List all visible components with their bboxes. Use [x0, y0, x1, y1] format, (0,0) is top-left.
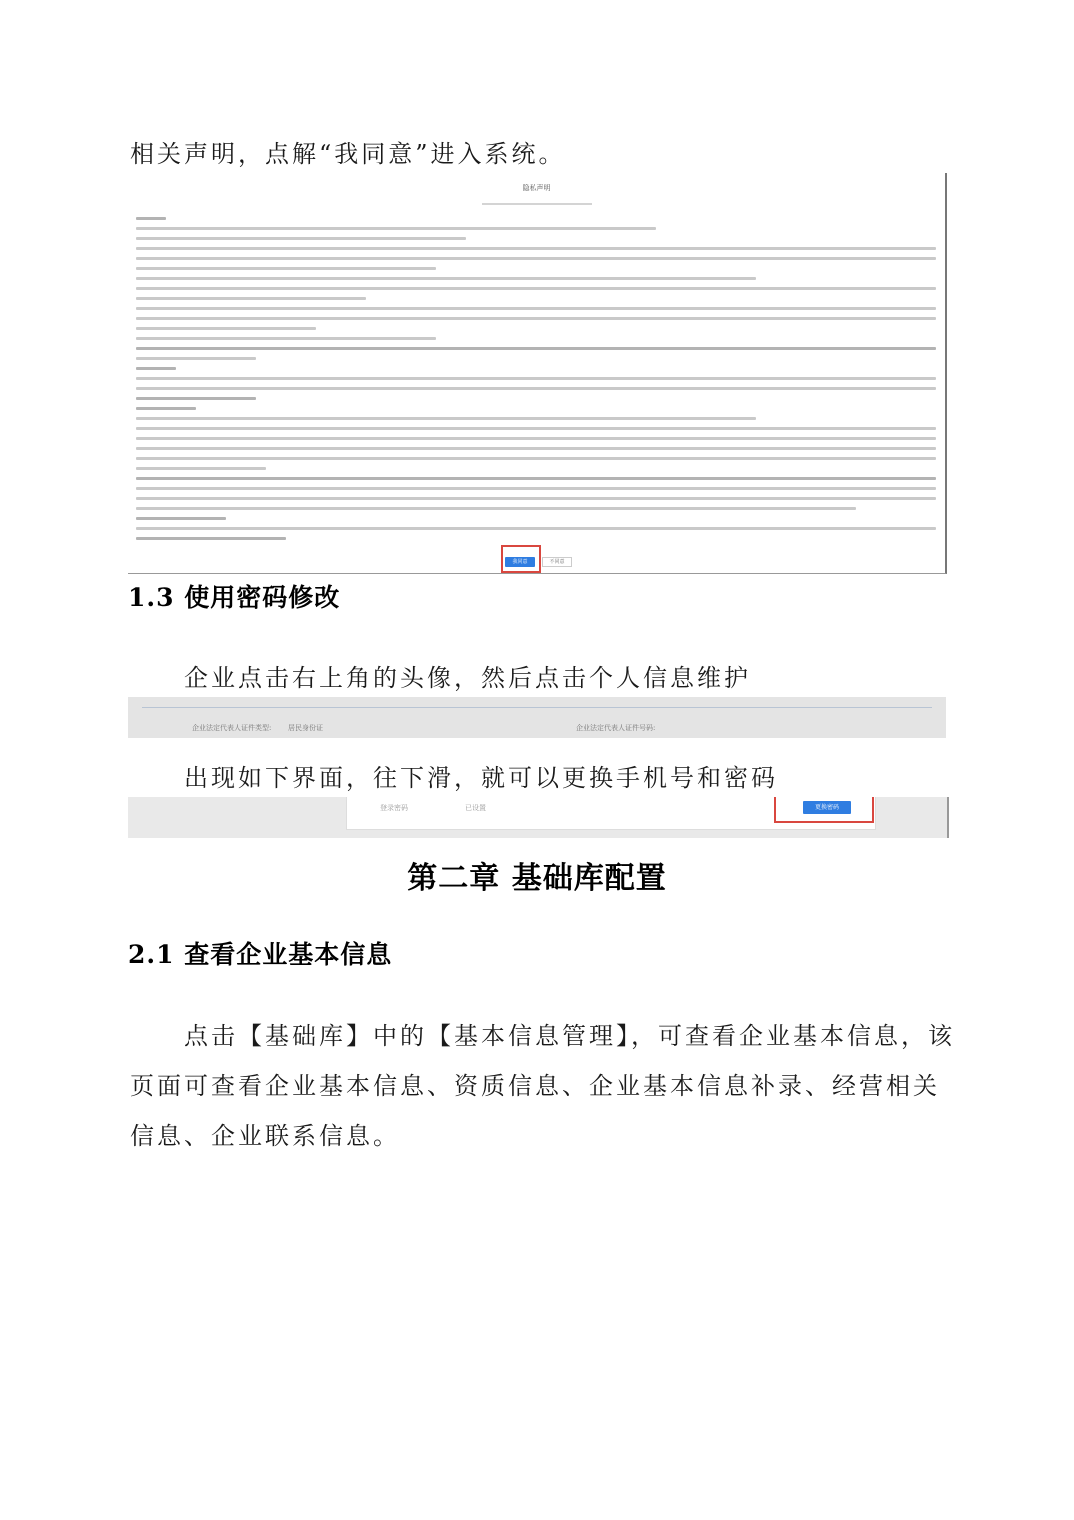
privacy-text-line	[136, 497, 936, 500]
privacy-text-line	[136, 237, 466, 240]
privacy-text-line	[136, 307, 936, 310]
privacy-text-line	[136, 437, 936, 440]
section-1-3-para-2: 出现如下界面，往下滑，就可以更换手机号和密码	[184, 764, 778, 792]
privacy-title: 隐私声明	[522, 184, 551, 192]
legal-id-type-label: 企业法定代表人证件类型:	[192, 724, 272, 732]
privacy-text-line	[136, 417, 756, 420]
privacy-text-line	[136, 287, 936, 290]
privacy-text-line	[136, 267, 436, 270]
privacy-text-line	[136, 477, 936, 480]
legal-id-number-label: 企业法定代表人证件号码:	[576, 724, 656, 732]
privacy-text-line	[136, 457, 936, 460]
agree-button[interactable]: 我同意	[505, 557, 535, 567]
privacy-text-line	[136, 387, 936, 390]
privacy-text-line	[136, 227, 656, 230]
change-password-screenshot	[128, 797, 949, 838]
intro-text: 相关声明，点解“我同意”进入系统。	[130, 140, 566, 168]
section-2-1-heading: 2.1 查看企业基本信息	[128, 940, 393, 969]
login-password-label: 登录密码	[380, 804, 408, 812]
section-2-1-para-line-1: 点击【基础库】中的【基本信息管理】，可查看企业基本信息，该	[184, 1022, 955, 1050]
section-1-3-heading: 1.3 使用密码修改	[128, 583, 341, 612]
privacy-text-line	[136, 247, 936, 250]
login-password-value: 已设置	[465, 804, 486, 812]
privacy-text-line	[136, 377, 936, 380]
privacy-text-line	[136, 397, 256, 400]
privacy-text-line	[136, 537, 286, 540]
privacy-text-line	[136, 327, 316, 330]
disagree-button[interactable]: 不同意	[542, 557, 572, 567]
privacy-text-line	[136, 217, 166, 220]
personal-info-screenshot	[128, 697, 946, 738]
privacy-text-line	[136, 487, 936, 490]
privacy-text-line	[136, 527, 936, 530]
legal-id-type-value: 居民身份证	[288, 724, 323, 732]
privacy-text-line	[136, 257, 936, 260]
privacy-statement-screenshot	[128, 173, 947, 574]
privacy-text-line	[136, 337, 436, 340]
change-password-button[interactable]: 更换密码	[803, 801, 851, 814]
chapter-2-title: 第二章 基础库配置	[407, 861, 667, 896]
section-2-1-para-line-3: 信息、企业联系信息。	[130, 1122, 400, 1150]
privacy-text-line	[136, 407, 196, 410]
privacy-text-line	[136, 447, 936, 450]
section-1-3-para-1: 企业点击右上角的头像，然后点击个人信息维护	[184, 664, 751, 692]
privacy-text-line	[136, 277, 756, 280]
privacy-text-line	[136, 357, 256, 360]
privacy-text-line	[136, 427, 936, 430]
privacy-subtitle	[128, 201, 945, 207]
privacy-text-line	[136, 317, 936, 320]
privacy-text-line	[136, 297, 366, 300]
privacy-text-line	[136, 467, 266, 470]
privacy-text-line	[136, 517, 226, 520]
section-2-1-para-line-2: 页面可查看企业基本信息、资质信息、企业基本信息补录、经营相关	[130, 1072, 940, 1100]
divider	[142, 707, 932, 708]
privacy-text-line	[136, 367, 176, 370]
privacy-text-line	[136, 347, 936, 350]
privacy-text-line	[136, 507, 856, 510]
